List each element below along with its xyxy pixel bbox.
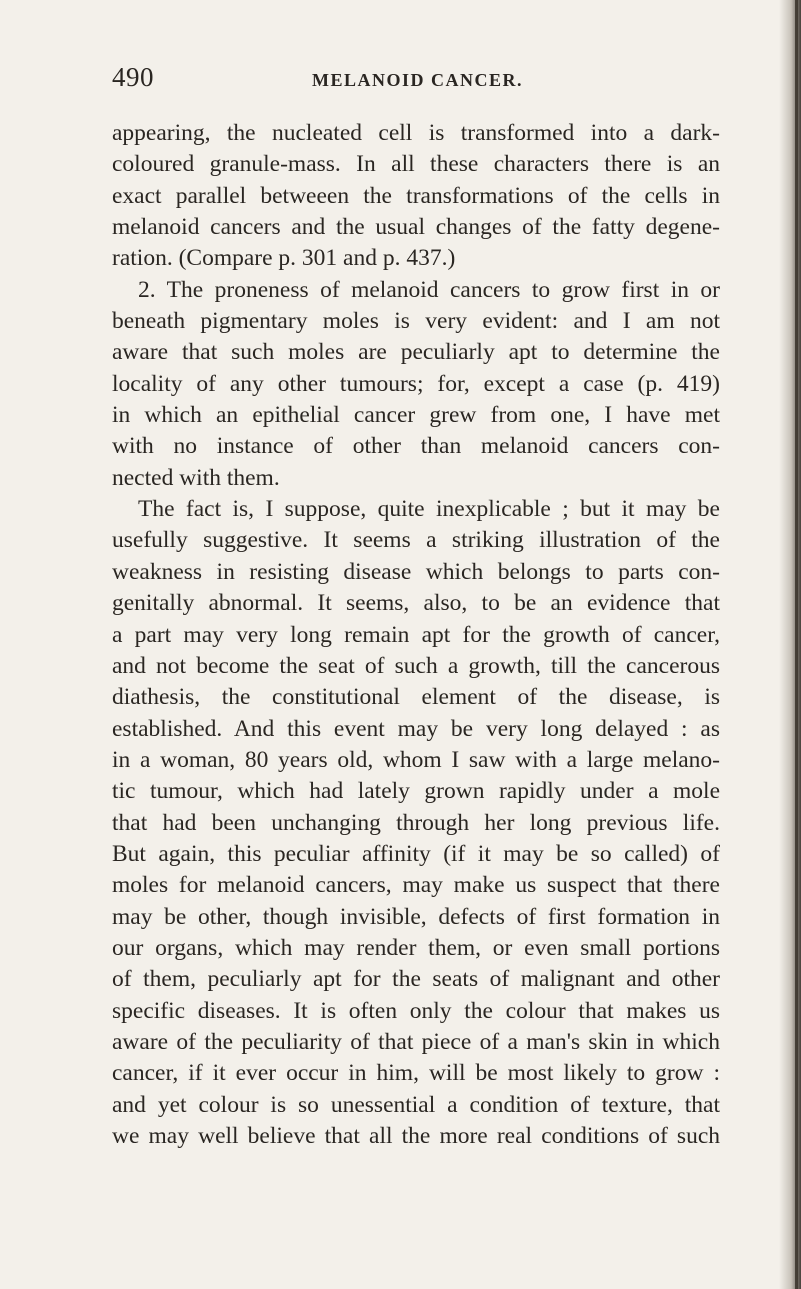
- text-line: a part may very long remain apt for the growth of cancer,: [112, 621, 720, 648]
- text-line: aware of the peculiarity of that piece of a man's skin in which: [112, 1028, 720, 1055]
- text-line: and yet colour is so unessential a condition of texture, that: [112, 1091, 720, 1118]
- running-head: MELANOID CANCER.: [312, 70, 524, 90]
- text-line: with no instance of other than melanoid cancers con-: [112, 433, 720, 460]
- text-line: The fact is, I suppose, quite inexplicable ; but it may be: [138, 496, 720, 523]
- text-line: in a woman, 80 years old, whom I saw with a large melano-: [112, 746, 720, 773]
- text-line: ration. (Compare p. 301 and p. 437.): [112, 245, 456, 272]
- text-line: beneath pigmentary moles is very evident: and I am not: [112, 308, 720, 335]
- text-line: appearing, the nucleated cell is transformed into a dark-: [112, 120, 720, 146]
- text-line: of them, peculiarly apt for the seats of malignant and other: [112, 966, 720, 993]
- text-line: locality of any other tumours; for, except a case (p. 419): [112, 370, 720, 397]
- text-line: aware that such moles are peculiarly apt to determine the: [112, 339, 720, 366]
- text-line: diathesis, the constitutional element of the disease, is: [112, 684, 720, 711]
- text-line: usefully suggestive. It seems a striking illustration of the: [112, 527, 720, 554]
- text-line: that had been unchanging through her long previous life.: [112, 809, 720, 836]
- text-line: we may well believe that all the more real conditions of such: [112, 1123, 720, 1149]
- text-line: specific diseases. It is often only the colour that makes us: [112, 997, 720, 1024]
- page-header: [112, 62, 712, 102]
- text-line: moles for melanoid cancers, may make us suspect that there: [112, 872, 720, 899]
- text-line: coloured granule-mass. In all these characters there is an: [112, 151, 720, 178]
- text-line: our organs, which may render them, or even small portions: [112, 934, 720, 961]
- text-line: established. And this event may be very long delayed : as: [112, 715, 720, 742]
- text-line: in which an epithelial cancer grew from one, I have met: [112, 402, 720, 429]
- text-line: nected with them.: [112, 464, 280, 491]
- body-text: [112, 118, 720, 1152]
- page-number: 490: [112, 62, 154, 92]
- text-line: cancer, if it ever occur in him, will be most likely to grow :: [112, 1060, 720, 1087]
- text-line: weakness in resisting disease which belongs to parts con-: [112, 558, 720, 585]
- text-line: melanoid cancers and the usual changes of the fatty degene-: [112, 214, 720, 241]
- text-line: and not become the seat of such a growth, till the cancerous: [112, 652, 720, 679]
- text-line: tic tumour, which had lately grown rapidly under a mole: [112, 778, 720, 805]
- text-line: exact parallel betweeen the transformations of the cells in: [112, 182, 720, 209]
- text-line: But again, this peculiar affinity (if it may be so called) of: [112, 840, 720, 867]
- text-line: 2. The proneness of melanoid cancers to grow first in or: [138, 276, 720, 303]
- page-edge-line: [795, 0, 798, 1289]
- text-line: genitally abnormal. It seems, also, to be an evidence that: [112, 590, 720, 617]
- text-line: may be other, though invisible, defects of first formation in: [112, 903, 720, 930]
